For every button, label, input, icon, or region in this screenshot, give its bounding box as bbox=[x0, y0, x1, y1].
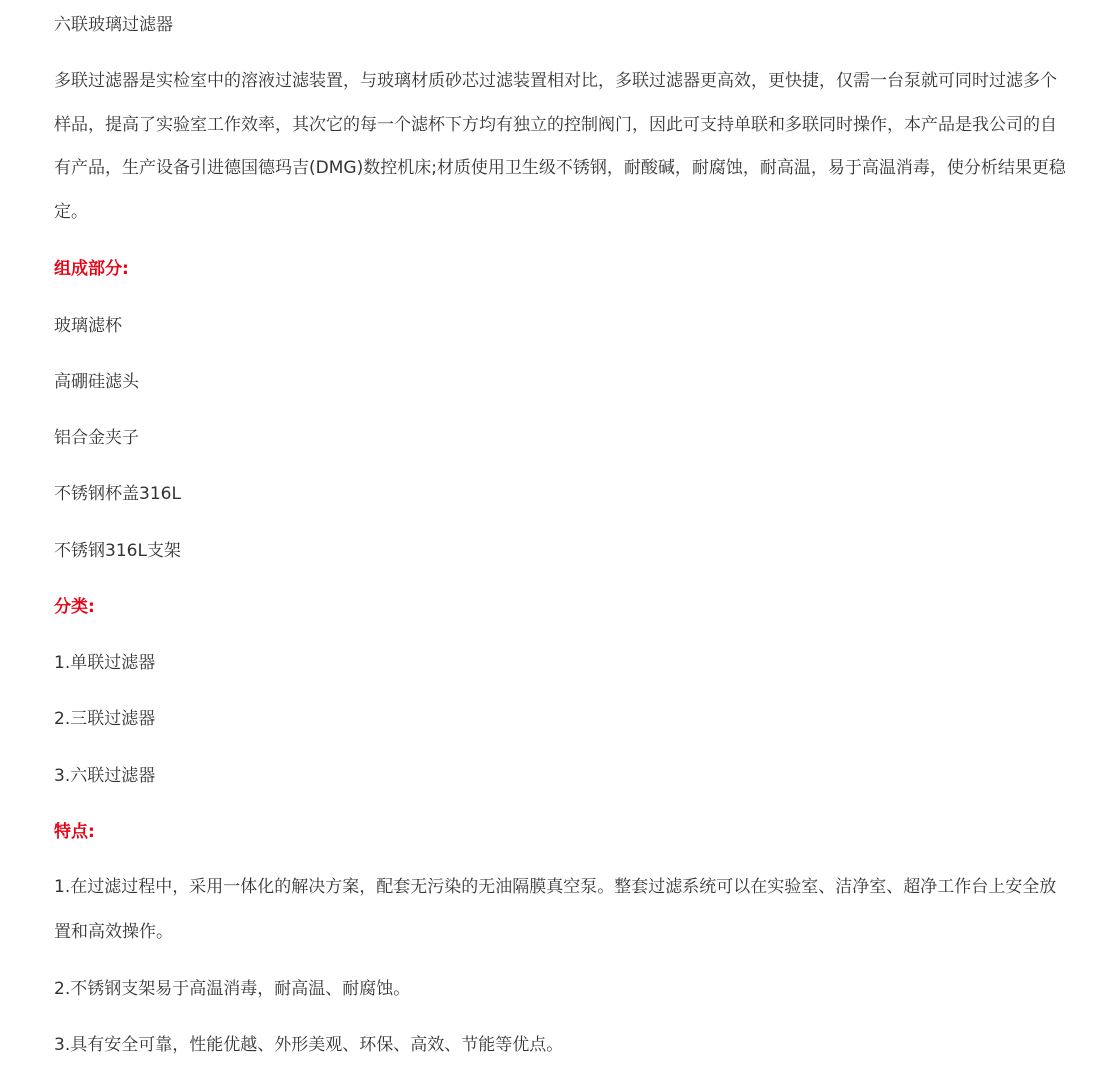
components-heading: 组成部分: bbox=[54, 259, 129, 279]
feature-item: 1.在过滤过程中，采用一体化的解决方案，配套无污染的无油隔膜真空泵。整套过滤系统可以在实验室、洁净室、超净工作台上安全放置和高效操作。 bbox=[54, 877, 1057, 942]
list-item: 铝合金夹子 bbox=[54, 428, 139, 448]
list-item: 不锈钢316L支架 bbox=[54, 541, 181, 561]
intro-paragraph: 多联过滤器是实检室中的溶液过滤装置，与玻璃材质砂芯过滤装置相对比，多联过滤器更高效，更快捷，仅需一台泵就可同时过滤多个样品，提高了实验室工作效率，其次它的每一个滤杯下方均有独立的控制阀门，因此可支持单联和多联同时操作，本产品是我公司的自有产品，生产设备引进德国德玛吉(DMG)数控机床;材质使用卫生级不锈钢，耐酸碱，耐腐蚀，耐高温，易于高温消毒，使分析结果更稳定。 bbox=[54, 71, 1066, 223]
list-item: 高硼硅滤头 bbox=[54, 372, 139, 392]
categories-heading: 分类: bbox=[54, 597, 95, 617]
list-item: 玻璃滤杯 bbox=[54, 316, 122, 336]
list-item: 1.单联过滤器 bbox=[54, 653, 156, 673]
list-item: 2.三联过滤器 bbox=[54, 709, 156, 729]
article-title: 六联玻璃过滤器 bbox=[54, 15, 173, 35]
feature-item: 3.具有安全可靠，性能优越、外形美观、环保、高效、节能等优点。 bbox=[54, 1035, 564, 1055]
feature-item: 2.不锈钢支架易于高温消毒，耐高温、耐腐蚀。 bbox=[54, 979, 411, 999]
list-item: 不锈钢杯盖316L bbox=[54, 484, 181, 504]
list-item: 3.六联过滤器 bbox=[54, 766, 156, 786]
features-heading: 特点: bbox=[54, 822, 95, 842]
